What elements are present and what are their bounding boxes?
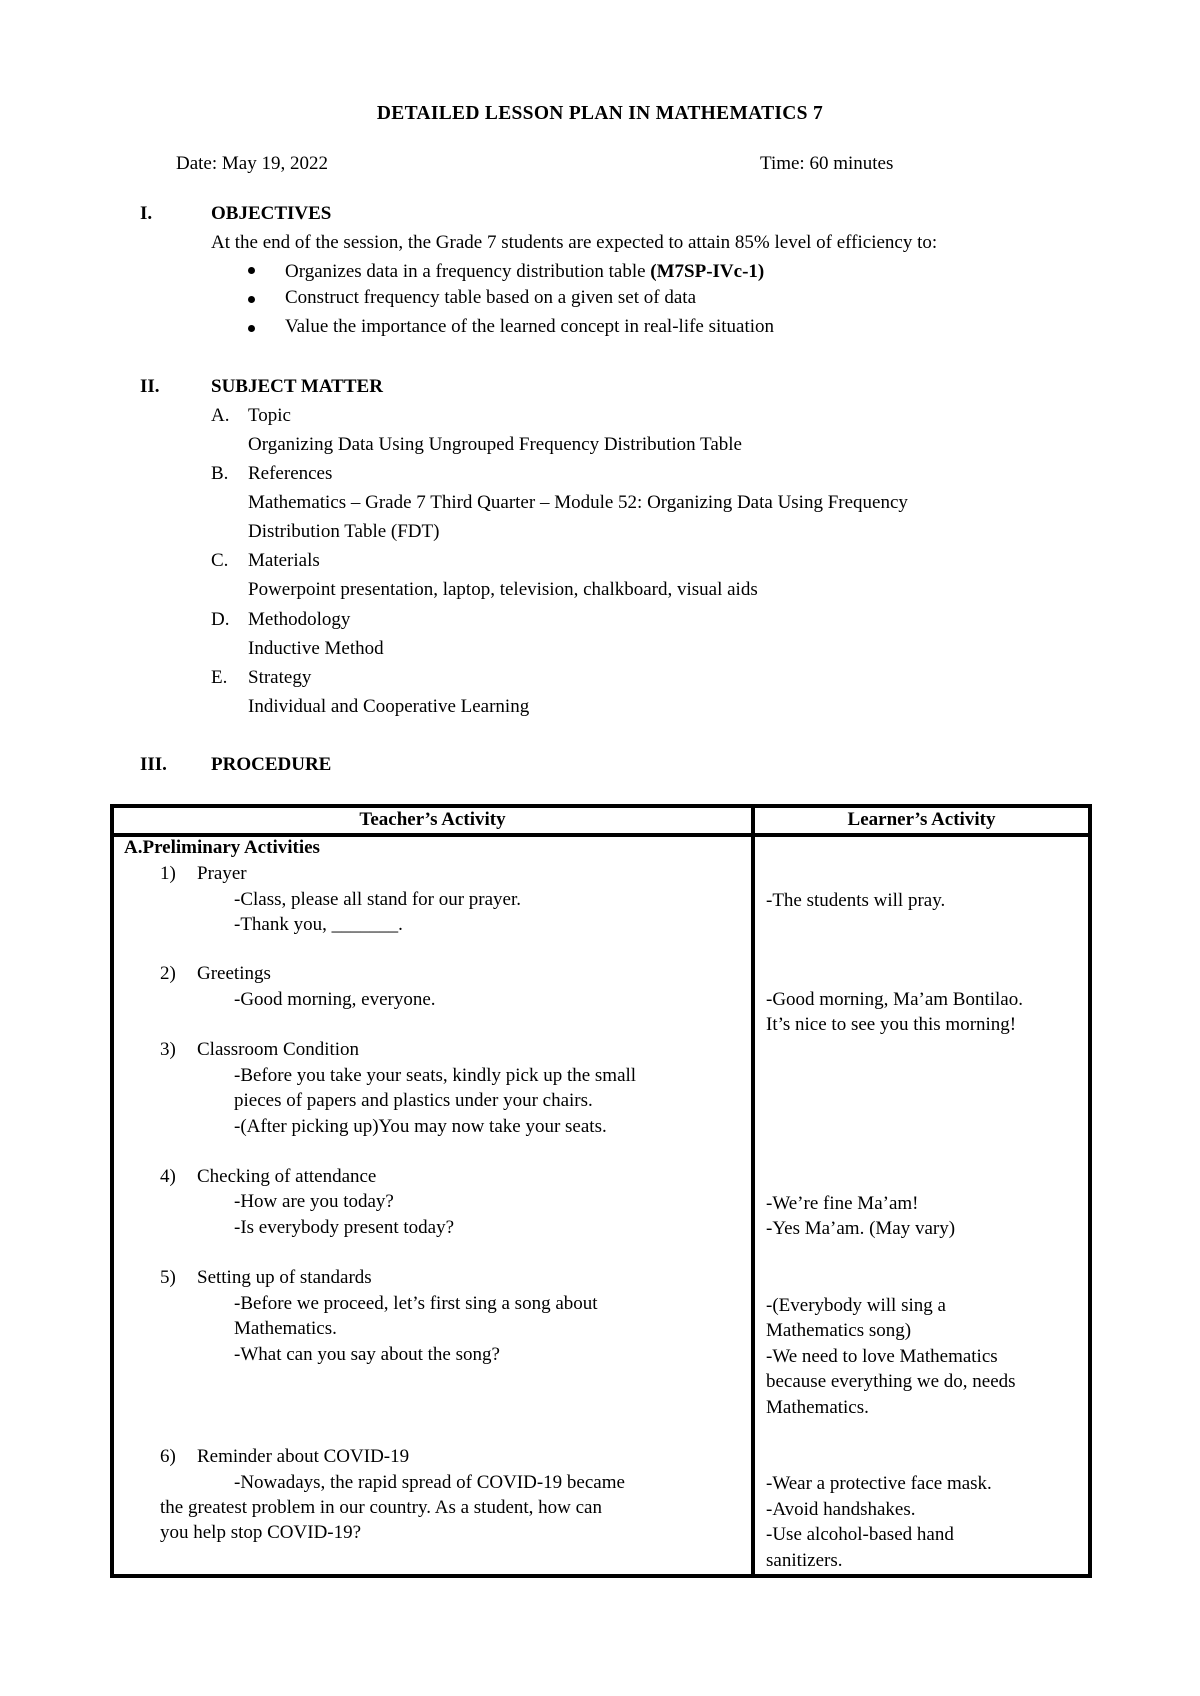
- step-label-covid-reminder: Reminder about COVID-19: [197, 1446, 410, 1467]
- table-border-bottom: [110, 1574, 1092, 1578]
- document-title: DETAILED LESSON PLAN IN MATHEMATICS 7: [376, 103, 824, 124]
- table-border-left: [110, 804, 114, 1578]
- objective-item: Organizes data in a frequency distribution table (M7SP-IVc-1): [285, 261, 765, 282]
- teacher-line: -Is everybody present today?: [234, 1217, 455, 1238]
- learner-line: -We need to love Mathematics: [766, 1346, 998, 1367]
- bullet-icon: [248, 267, 255, 274]
- learner-line: -The students will pray.: [766, 890, 946, 911]
- step-label-greetings: Greetings: [197, 963, 271, 984]
- methodology-text: Inductive Method: [248, 638, 384, 659]
- table-border-right: [1088, 804, 1092, 1578]
- learner-line: -Yes Ma’am. (May vary): [766, 1218, 956, 1239]
- teacher-line: Mathematics.: [234, 1318, 337, 1339]
- header-learner-activity: Learner’s Activity: [847, 809, 996, 830]
- step-label-classroom-condition: Classroom Condition: [197, 1039, 360, 1060]
- teacher-line: -What can you say about the song?: [234, 1344, 500, 1365]
- item-letter: E.: [211, 667, 228, 688]
- learner-line: -Use alcohol-based hand: [766, 1524, 954, 1545]
- item-label-strategy: Strategy: [248, 667, 312, 688]
- section-numeral-procedure: III.: [140, 754, 167, 775]
- table-border-top: [110, 804, 1092, 808]
- section-numeral-objectives: I.: [140, 203, 153, 224]
- item-label-methodology: Methodology: [248, 609, 351, 630]
- header-teacher-activity: Teacher’s Activity: [359, 809, 506, 830]
- section-numeral-subject-matter: II.: [140, 376, 160, 397]
- learner-line: -Avoid handshakes.: [766, 1499, 916, 1520]
- table-column-divider: [751, 804, 755, 1578]
- item-letter: A.: [211, 405, 230, 426]
- bullet-icon: [248, 325, 255, 332]
- teacher-line: -Good morning, everyone.: [234, 989, 436, 1010]
- step-number: 5): [160, 1267, 176, 1288]
- item-label-topic: Topic: [248, 405, 291, 426]
- objectives-intro: At the end of the session, the Grade 7 students are expected to attain 85% level of efficiency to:: [211, 232, 938, 253]
- item-label-materials: Materials: [248, 550, 320, 571]
- step-number: 4): [160, 1166, 176, 1187]
- teacher-line: -Before we proceed, let’s first sing a song about: [234, 1293, 598, 1314]
- learner-line: -(Everybody will sing a: [766, 1295, 946, 1316]
- references-text: Distribution Table (FDT): [248, 521, 440, 542]
- learner-line: -Good morning, Ma’am Bontilao.: [766, 989, 1023, 1010]
- step-label-standards: Setting up of standards: [197, 1267, 372, 1288]
- strategy-text: Individual and Cooperative Learning: [248, 696, 530, 717]
- step-number: 1): [160, 863, 176, 884]
- step-label-prayer: Prayer: [197, 863, 247, 884]
- teacher-line: you help stop COVID-19?: [160, 1522, 362, 1543]
- teacher-line: -Thank you, _______.: [234, 914, 403, 935]
- teacher-line: -Class, please all stand for our prayer.: [234, 889, 522, 910]
- step-number: 2): [160, 963, 176, 984]
- section-heading-objectives: OBJECTIVES: [211, 203, 332, 224]
- teacher-line: pieces of papers and plastics under your chairs.: [234, 1090, 593, 1111]
- teacher-line: -How are you today?: [234, 1191, 394, 1212]
- section-heading-subject-matter: SUBJECT MATTER: [211, 376, 383, 397]
- learner-line: Mathematics song): [766, 1320, 912, 1341]
- learner-line: -Wear a protective face mask.: [766, 1473, 992, 1494]
- topic-text: Organizing Data Using Ungrouped Frequency Distribution Table: [248, 434, 742, 455]
- step-number: 6): [160, 1446, 176, 1467]
- objective-item: Value the importance of the learned concept in real-life situation: [285, 316, 775, 337]
- learner-line: It’s nice to see you this morning!: [766, 1014, 1017, 1035]
- item-letter: C.: [211, 550, 229, 571]
- learner-line: -We’re fine Ma’am!: [766, 1193, 919, 1214]
- teacher-line: -Before you take your seats, kindly pick up the small: [234, 1065, 637, 1086]
- learner-line: Mathematics.: [766, 1397, 869, 1418]
- item-label-references: References: [248, 463, 333, 484]
- step-label-attendance: Checking of attendance: [197, 1166, 377, 1187]
- step-number: 3): [160, 1039, 176, 1060]
- section-heading-procedure: PROCEDURE: [211, 754, 332, 775]
- date-label: Date: May 19, 2022: [176, 153, 328, 174]
- bullet-icon: [248, 296, 255, 303]
- teacher-line: -(After picking up)You may now take your seats.: [234, 1116, 607, 1137]
- competency-code: (M7SP-IVc-1): [650, 261, 765, 282]
- item-letter: D.: [211, 609, 230, 630]
- learner-line: sanitizers.: [766, 1550, 843, 1571]
- learner-line: because everything we do, needs: [766, 1371, 1016, 1392]
- objective-item: Construct frequency table based on a given set of data: [285, 287, 696, 308]
- materials-text: Powerpoint presentation, laptop, television, chalkboard, visual aids: [248, 579, 758, 600]
- time-label: Time: 60 minutes: [760, 153, 894, 174]
- preliminary-activities-label: A.Preliminary Activities: [124, 837, 320, 858]
- item-letter: B.: [211, 463, 229, 484]
- references-text: Mathematics – Grade 7 Third Quarter – Module 52: Organizing Data Using Frequency: [248, 492, 908, 513]
- teacher-line: -Nowadays, the rapid spread of COVID-19 became: [234, 1472, 625, 1493]
- teacher-line: the greatest problem in our country. As a student, how can: [160, 1497, 602, 1518]
